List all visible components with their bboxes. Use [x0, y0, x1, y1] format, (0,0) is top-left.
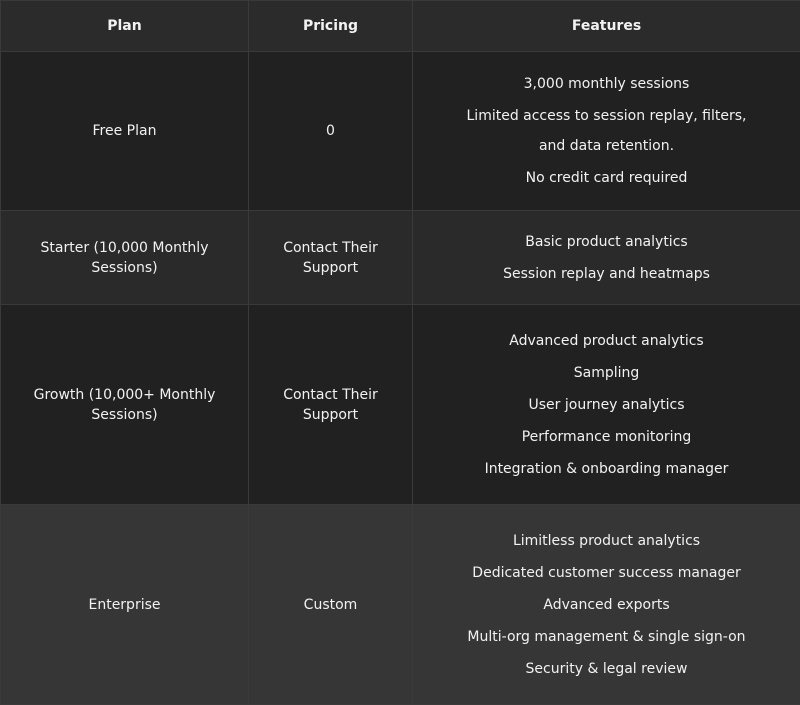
pricing-cell	[249, 505, 413, 705]
feature-item: Dedicated customer success manager	[425, 558, 788, 588]
plan-name: Starter (10,000 Monthly Sessions)	[41, 240, 209, 276]
plan-name: Free Plan	[93, 123, 157, 139]
plan-price: Custom	[304, 597, 358, 613]
feature-item: No credit card required	[425, 163, 788, 193]
features-cell	[413, 505, 800, 705]
feature-item: 3,000 monthly sessions	[425, 69, 788, 99]
feature-item: Limitless product analytics	[425, 526, 788, 556]
table-body	[1, 52, 800, 705]
feature-list	[425, 69, 788, 193]
header-row	[1, 1, 800, 52]
features-cell	[413, 211, 800, 305]
table-header	[1, 1, 800, 52]
pricing-cell	[249, 305, 413, 505]
pricing-cell	[249, 211, 413, 305]
feature-item: Sampling	[425, 358, 788, 388]
feature-item: Basic product analytics	[425, 227, 788, 257]
feature-item: Security & legal review	[425, 654, 788, 684]
feature-item: Advanced product analytics	[425, 326, 788, 356]
feature-item: Multi-org management & single sign-on	[425, 622, 788, 652]
column-header-features: Features	[413, 1, 800, 52]
plan-price: Contact Their Support	[283, 240, 378, 276]
feature-list	[425, 227, 788, 289]
feature-item: Limited access to session replay, filters, and data retention.	[425, 101, 788, 161]
feature-item: Integration & onboarding manager	[425, 454, 788, 484]
feature-item: User journey analytics	[425, 390, 788, 420]
features-cell	[413, 305, 800, 505]
plan-name: Growth (10,000+ Monthly Sessions)	[13, 385, 236, 425]
plan-cell	[1, 211, 249, 305]
plan-cell	[1, 305, 249, 505]
plan-price: 0	[326, 123, 335, 139]
plan-price: Contact Their Support	[283, 387, 378, 423]
table-row	[1, 211, 800, 305]
table-row	[1, 305, 800, 505]
table-row	[1, 52, 800, 211]
table-row	[1, 505, 800, 705]
features-cell	[413, 52, 800, 211]
plan-name: Enterprise	[88, 597, 160, 613]
feature-list	[425, 526, 788, 684]
plan-cell	[1, 52, 249, 211]
column-header-plan: Plan	[1, 1, 249, 52]
column-header-pricing: Pricing	[249, 1, 413, 52]
feature-item: Performance monitoring	[425, 422, 788, 452]
plan-cell	[1, 505, 249, 705]
feature-list	[425, 326, 788, 484]
feature-item: Advanced exports	[425, 590, 788, 620]
pricing-cell	[249, 52, 413, 211]
feature-item: Session replay and heatmaps	[425, 259, 788, 289]
